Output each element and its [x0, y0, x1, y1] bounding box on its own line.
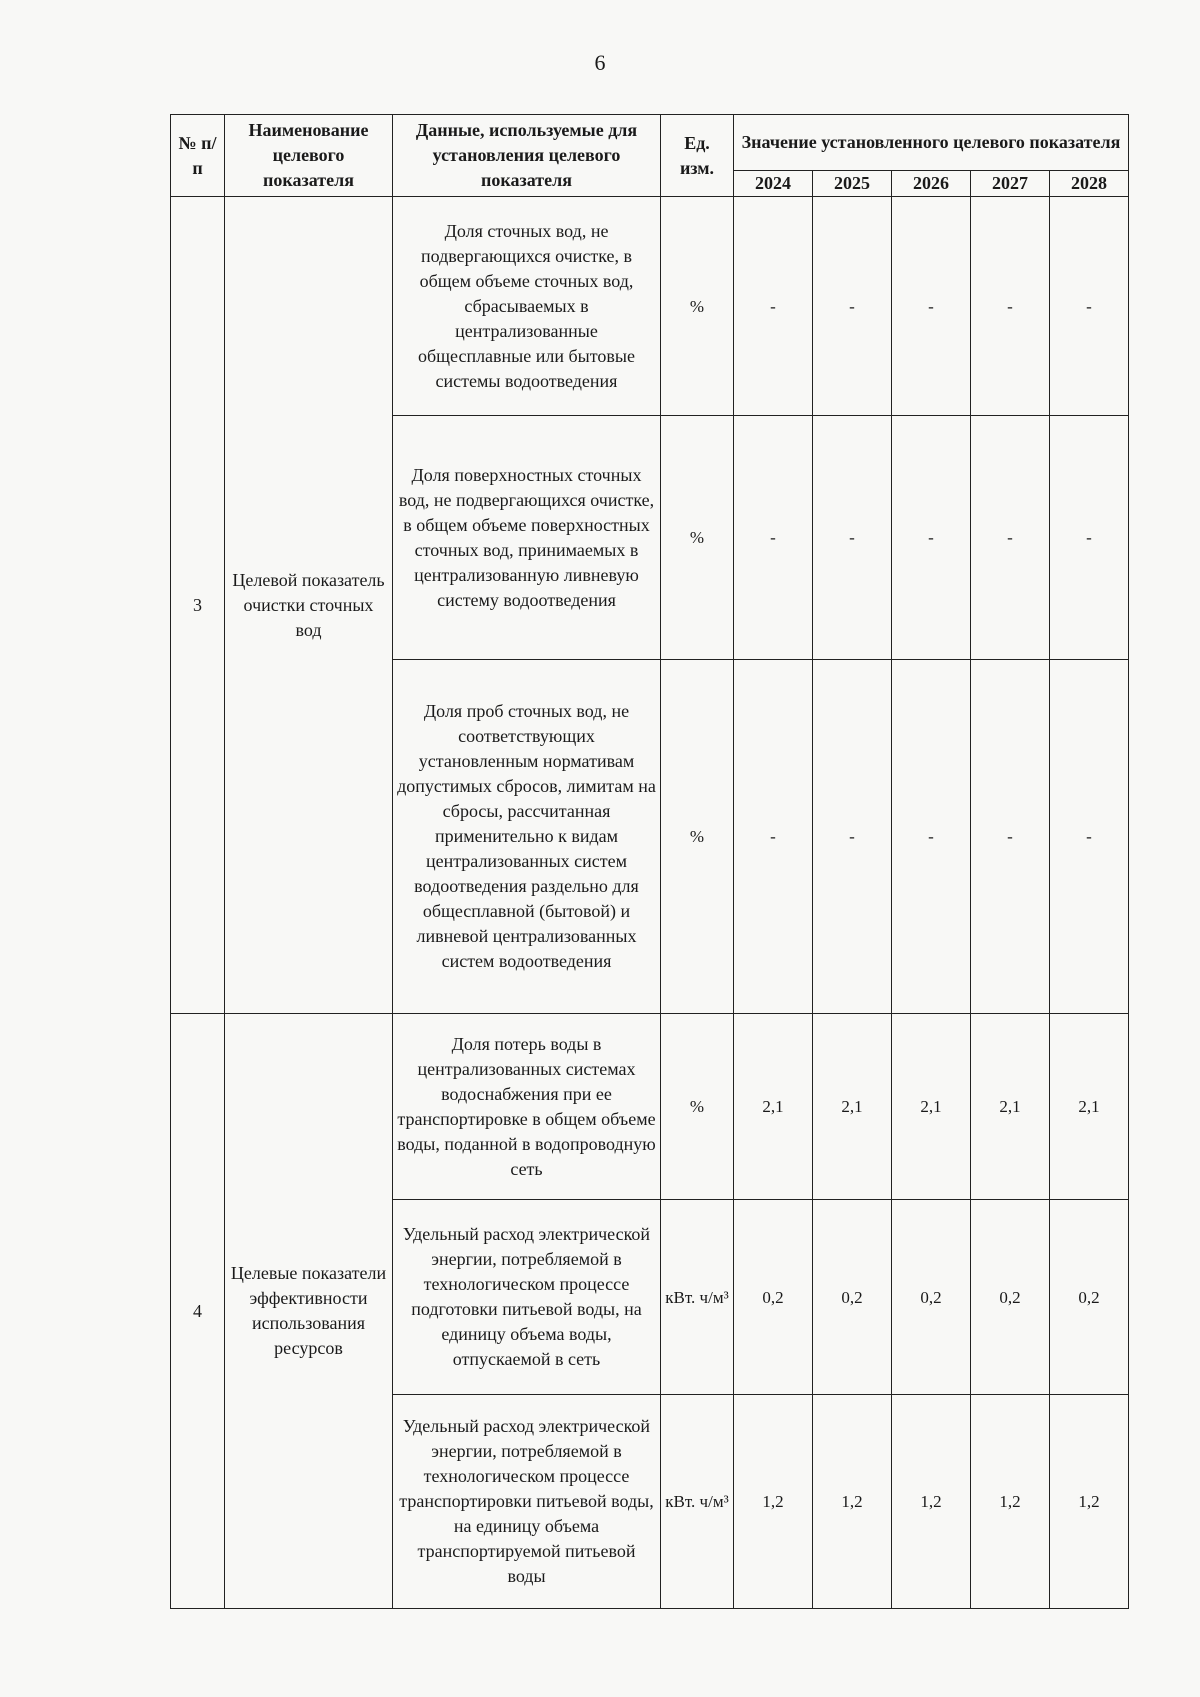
indicator-unit: %: [661, 660, 734, 1014]
indicator-value: -: [734, 660, 813, 1014]
indicator-value: 2,1: [734, 1014, 813, 1200]
header-value-group: Значение установленного целевого показателя: [734, 115, 1129, 171]
indicator-value: -: [971, 660, 1050, 1014]
table-row: [171, 197, 1129, 416]
indicator-value: -: [1050, 416, 1129, 660]
indicator-value: 0,2: [734, 1200, 813, 1395]
indicator-value: -: [892, 416, 971, 660]
indicator-value: 0,2: [813, 1200, 892, 1395]
indicator-value: 1,2: [971, 1395, 1050, 1609]
indicator-data: Доля сточных вод, не подвергающихся очистке, в общем объеме сточных вод, сбрасываемых в централизованные общесплавные или бытовые системы водоотведения: [393, 197, 661, 416]
indicator-value: 0,2: [971, 1200, 1050, 1395]
table-row: [171, 1014, 1129, 1200]
indicator-unit: кВт. ч/м³: [661, 1395, 734, 1609]
indicator-value: -: [1050, 660, 1129, 1014]
indicator-data: Удельный расход электрической энергии, потребляемой в технологическом процессе подготовки питьевой воды, на единицу объема воды, отпускаемой в сеть: [393, 1200, 661, 1395]
group-num: 4: [171, 1014, 225, 1609]
indicator-unit: %: [661, 1014, 734, 1200]
indicator-value: -: [813, 416, 892, 660]
page-number: 6: [594, 50, 606, 75]
indicator-value: -: [892, 660, 971, 1014]
indicator-data: Удельный расход электрической энергии, потребляемой в технологическом процессе транспортировки питьевой воды, на единицу объема транспортируемой питьевой воды: [393, 1395, 661, 1609]
indicator-value: 0,2: [1050, 1200, 1129, 1395]
target-indicators-table: [170, 114, 1129, 1609]
header-year: 2028: [1050, 171, 1129, 197]
indicator-value: -: [734, 197, 813, 416]
group-name: Целевые показатели эффективности использования ресурсов: [225, 1014, 393, 1609]
indicator-unit: %: [661, 416, 734, 660]
indicator-value: 1,2: [734, 1395, 813, 1609]
indicator-value: -: [971, 197, 1050, 416]
header-num: № п/п: [171, 115, 225, 197]
indicator-value: -: [734, 416, 813, 660]
indicator-data: Доля поверхностных сточных вод, не подвергающихся очистке, в общем объеме поверхностных сточных вод, принимаемых в централизованную ливневую систему водоотведения: [393, 416, 661, 660]
indicator-unit: %: [661, 197, 734, 416]
indicator-data: Доля потерь воды в централизованных системах водоснабжения при ее транспортировке в общем объеме воды, поданной в водопроводную сеть: [393, 1014, 661, 1200]
indicator-value: -: [813, 660, 892, 1014]
header-year: 2027: [971, 171, 1050, 197]
header-year: 2026: [892, 171, 971, 197]
header-year: 2025: [813, 171, 892, 197]
indicator-value: 0,2: [892, 1200, 971, 1395]
indicator-value: -: [813, 197, 892, 416]
header-year: 2024: [734, 171, 813, 197]
group-name: Целевой показатель очистки сточных вод: [225, 197, 393, 1014]
indicator-value: -: [892, 197, 971, 416]
group-num: 3: [171, 197, 225, 1014]
header-unit: Ед. изм.: [661, 115, 734, 197]
indicator-value: 2,1: [971, 1014, 1050, 1200]
indicator-value: 1,2: [892, 1395, 971, 1609]
indicator-value: 2,1: [813, 1014, 892, 1200]
header-name: Наименование целевого показателя: [225, 115, 393, 197]
indicator-value: 1,2: [1050, 1395, 1129, 1609]
indicator-value: 1,2: [813, 1395, 892, 1609]
header-data: Данные, используемые для установления целевого показателя: [393, 115, 661, 197]
indicator-value: 2,1: [1050, 1014, 1129, 1200]
indicator-value: -: [1050, 197, 1129, 416]
indicator-value: 2,1: [892, 1014, 971, 1200]
indicator-unit: кВт. ч/м³: [661, 1200, 734, 1395]
indicator-data: Доля проб сточных вод, не соответствующих установленным нормативам допустимых сбросов, лимитам на сбросы, рассчитанная применительно к видам централизованных систем водоотведения раздельно для общесплавной (бытовой) и ливневой централизованных систем водоотведения: [393, 660, 661, 1014]
indicator-value: -: [971, 416, 1050, 660]
